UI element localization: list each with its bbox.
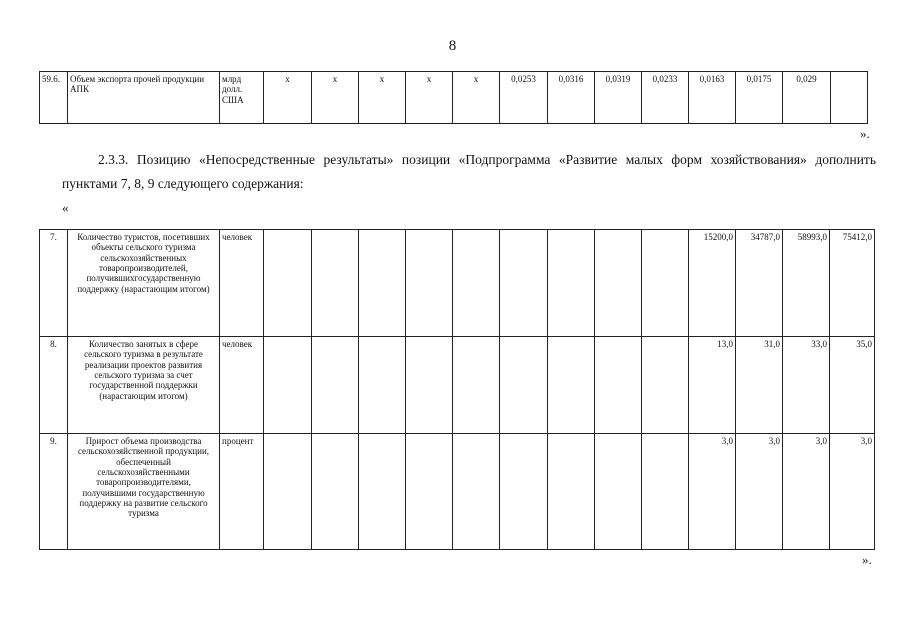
table-row bbox=[40, 72, 868, 124]
indicator-name: Количество туристов, посетивших объекты сельского туризма сельскохозяйственных товаропроизводителей, получившихгосударственную поддержку (нарастающим итогом) bbox=[68, 230, 220, 337]
value-cell bbox=[642, 337, 689, 434]
value-cell: 58993,0 bbox=[783, 230, 830, 337]
value-cell bbox=[359, 230, 406, 337]
value-cell: 31,0 bbox=[736, 337, 783, 434]
value-cell bbox=[595, 434, 642, 550]
indicator-name: Прирост объема производства сельскохозяйственной продукции, обеспеченный сельскохозяйственными товаропроизводителями, получившими государственную поддержку на развитие сельского туризма bbox=[68, 434, 220, 550]
table-row bbox=[40, 434, 875, 550]
value-cell bbox=[831, 72, 868, 124]
paragraph-text: 2.3.3. Позицию «Непосредственные результаты» позиции «Подпрограмма «Развитие малых форм хозяйствования» дополнить пунктами 7, 8, 9 следующего содержания: bbox=[62, 152, 876, 191]
value-cell: 33,0 bbox=[783, 337, 830, 434]
value-cell: 0,0163 bbox=[689, 72, 736, 124]
value-cell: 0,0233 bbox=[642, 72, 689, 124]
value-cell: 0,0253 bbox=[500, 72, 548, 124]
value-cell bbox=[595, 337, 642, 434]
table-row bbox=[40, 230, 875, 337]
value-cell bbox=[312, 230, 359, 337]
value-cell: 3,0 bbox=[783, 434, 830, 550]
value-cell: 75412,0 bbox=[830, 230, 875, 337]
value-cell bbox=[500, 230, 548, 337]
value-cell bbox=[453, 337, 500, 434]
unit: процент bbox=[220, 434, 264, 550]
row-number: 9. bbox=[40, 434, 68, 550]
value-cell: 15200,0 bbox=[689, 230, 736, 337]
value-cell: 0,0175 bbox=[736, 72, 783, 124]
unit: человек bbox=[220, 337, 264, 434]
value-cell bbox=[406, 337, 453, 434]
value-cell: x bbox=[453, 72, 500, 124]
value-cell bbox=[406, 434, 453, 550]
value-cell: 0,0316 bbox=[548, 72, 595, 124]
indicator-name: Объем экспорта прочей продукции АПК bbox=[68, 72, 220, 124]
value-cell: 35,0 bbox=[830, 337, 875, 434]
value-cell bbox=[264, 337, 312, 434]
value-cell bbox=[406, 230, 453, 337]
value-cell bbox=[642, 230, 689, 337]
value-cell: 3,0 bbox=[689, 434, 736, 550]
value-cell: x bbox=[359, 72, 406, 124]
value-cell bbox=[453, 230, 500, 337]
value-cell: 0,029 bbox=[783, 72, 831, 124]
value-cell bbox=[548, 434, 595, 550]
value-cell bbox=[548, 230, 595, 337]
closing-quote: ». bbox=[862, 552, 872, 567]
closing-quote: ». bbox=[860, 126, 870, 141]
row-number: 7. bbox=[40, 230, 68, 337]
row-number: 8. bbox=[40, 337, 68, 434]
value-cell bbox=[500, 434, 548, 550]
value-cell bbox=[312, 434, 359, 550]
value-cell: 13,0 bbox=[689, 337, 736, 434]
value-cell: x bbox=[264, 72, 312, 124]
table-row bbox=[40, 337, 875, 434]
value-cell: 34787,0 bbox=[736, 230, 783, 337]
value-cell bbox=[595, 230, 642, 337]
value-cell bbox=[500, 337, 548, 434]
value-cell bbox=[264, 434, 312, 550]
value-cell: 3,0 bbox=[736, 434, 783, 550]
value-cell bbox=[312, 337, 359, 434]
amendment-paragraph bbox=[62, 148, 876, 196]
results-table bbox=[39, 229, 875, 550]
unit: млрд долл. США bbox=[220, 72, 264, 124]
value-cell bbox=[264, 230, 312, 337]
value-cell bbox=[359, 337, 406, 434]
indicator-name: Количество занятых в сфере сельского туризма в результате реализации проектов развития сельского туризма за счет государственной поддержки (нарастающим итогом) bbox=[68, 337, 220, 434]
value-cell bbox=[453, 434, 500, 550]
unit: человек bbox=[220, 230, 264, 337]
value-cell: 3,0 bbox=[830, 434, 875, 550]
value-cell bbox=[642, 434, 689, 550]
value-cell bbox=[548, 337, 595, 434]
value-cell: x bbox=[406, 72, 453, 124]
page-number: 8 bbox=[448, 38, 457, 54]
value-cell: x bbox=[312, 72, 359, 124]
value-cell bbox=[359, 434, 406, 550]
export-table bbox=[39, 71, 868, 124]
opening-quote: « bbox=[62, 200, 69, 215]
row-number: 59.6. bbox=[40, 72, 68, 124]
value-cell: 0,0319 bbox=[595, 72, 642, 124]
